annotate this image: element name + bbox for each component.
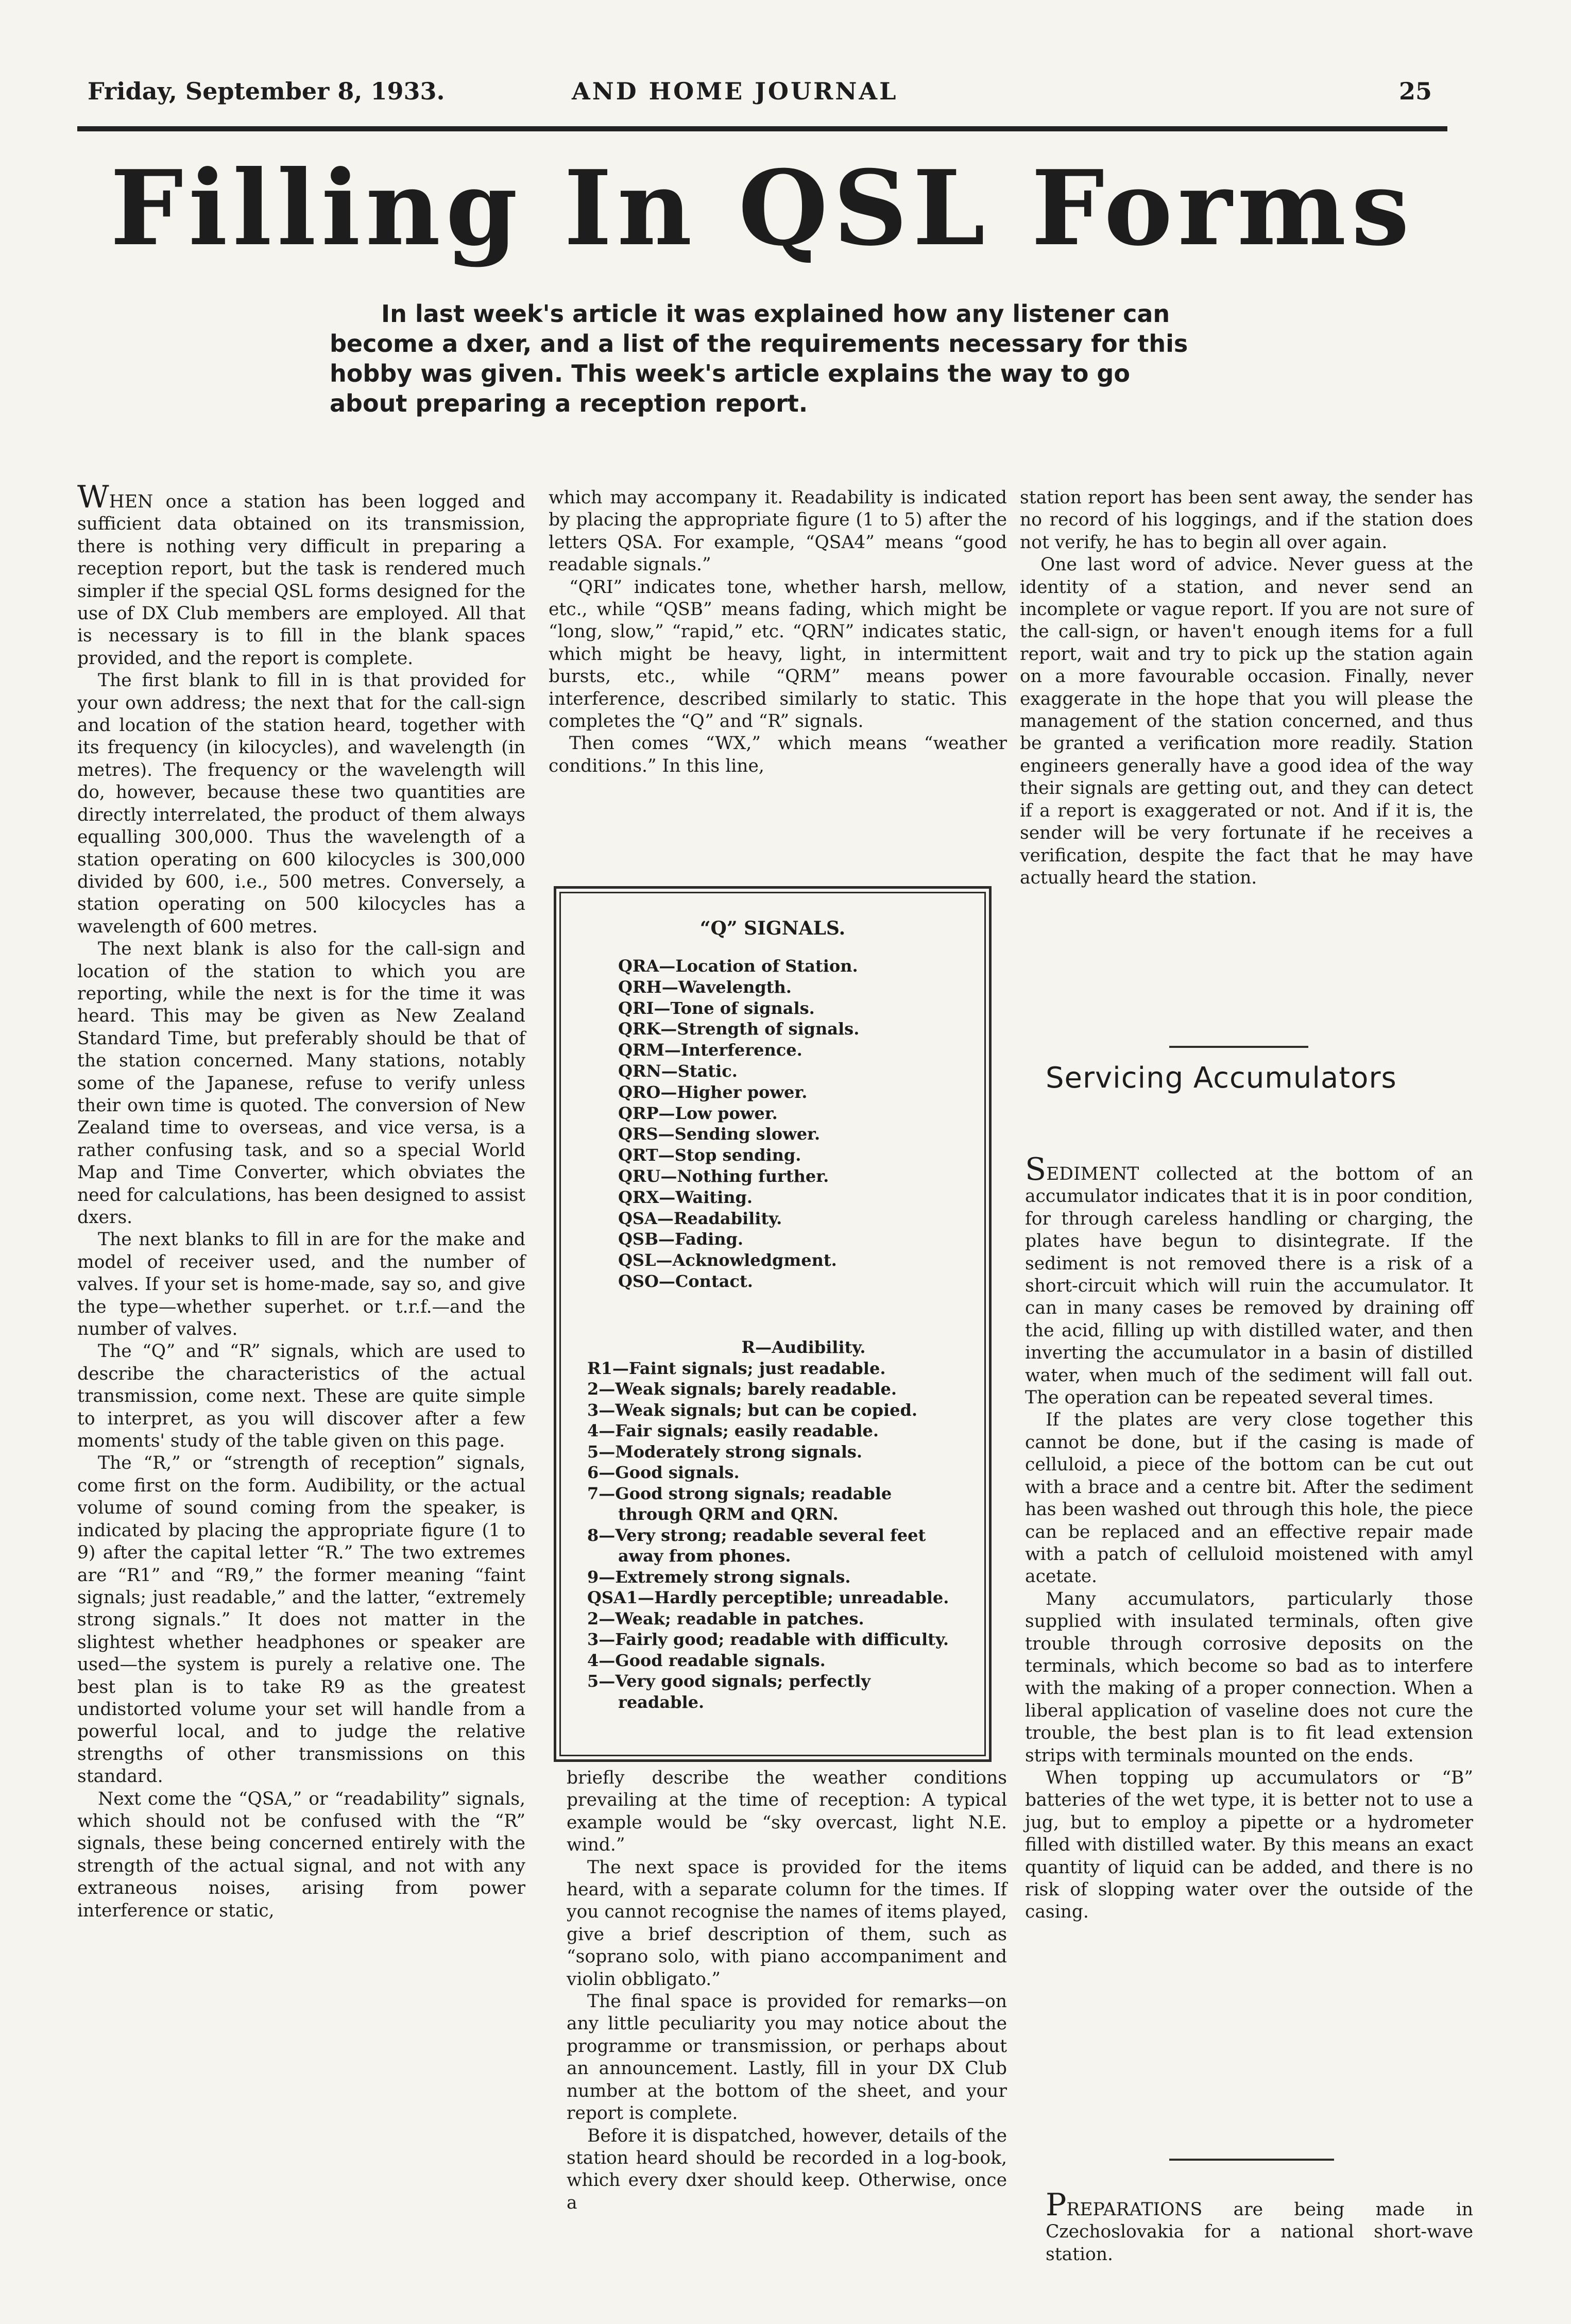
signal-entry: QRU—Nothing further.: [618, 1166, 829, 1186]
signal-entry: 5—Moderately strong signals.: [587, 1441, 863, 1462]
paragraph-text: “QRI” indicates tone, whether harsh, mellow, etc., while “QSB” means fading, which might be “long, slow,” “rapid,” etc. “QRN” indicates static, which might be heavy, light, in intermittent bursts, etc., while “QRM” means power interference, described similarly to static. This completes the “Q” and “R” signals.: [549, 576, 1007, 732]
article-title: Filling In QSL Forms: [110, 148, 1415, 269]
q-signals-list: [618, 956, 968, 1292]
page-number: 25: [1398, 77, 1432, 105]
signal-entry: QRH—Wavelength.: [618, 977, 792, 997]
article-column-2: [549, 487, 1007, 777]
signal-entry: QRK—Strength of signals.: [618, 1019, 860, 1039]
paragraph: [1025, 1767, 1473, 1924]
signal-entry: QRX—Waiting.: [618, 1187, 753, 1207]
paragraph-text: One last word of advice. Never guess at the identity of a station, and never send an incomplete or vague report. If you are not sure of the call-sign, or haven't enough items for a full report, wait and try to pick up the station again on a more favourable occasion. Finally, never exaggerate in the hope that you will please the management of the station concerned, and thus be granted a verification more readily. Station engineers generally have a good idea of the way their signals are getting out, and they can detect if a report is exaggerated or not. And if it is, the sender will be very fortunate if he receives a verification, despite the fact that he may have actually heard the station.: [1020, 554, 1473, 888]
paragraph: [77, 1788, 525, 1922]
paragraph: [1020, 487, 1473, 554]
page-header: [88, 72, 1432, 118]
signal-entry: 6—Good signals.: [587, 1463, 740, 1482]
paragraph: [567, 1991, 1007, 2125]
paragraph-text: Then comes “WX,” which means “weather conditions.” In this line,: [549, 733, 1007, 776]
issue-date: Friday, September 8, 1933.: [88, 77, 445, 105]
paragraph-text: which may accompany it. Readability is indicated by placing the appropriate figure (1 to 5) after the letters QSA. For example, “QSA4” means “good readable signals.”: [549, 487, 1007, 575]
journal-name: AND HOME JOURNAL: [572, 77, 898, 105]
signal-entry: 5—Very good signals; perfectly readable.: [587, 1671, 871, 1712]
signal-entry: 2—Weak; readable in patches.: [587, 1608, 864, 1629]
paragraph: [1025, 1151, 1473, 1409]
drop-cap: P: [1046, 2187, 1067, 2223]
signal-entry: 3—Weak signals; but can be copied.: [587, 1400, 917, 1420]
paragraph: [1025, 1409, 1473, 1588]
paragraph-text: The “R,” or “strength of reception” signals, come first on the form. Audibility, or the actual volume of sound coming from the speaker, is indicated by placing the appropriate figure (1 to 9) after the capital letter “R.” The two extremes are “R1” and “R9,” the former meaning “faint signals; just readable,” and the latter, “extremely strong signals.” It does not matter in the slightest whether headphones or speaker are used—the system is purely a relative one. The best plan is to take R9 as the greatest undistorted volume your set will handle from a powerful local, and to judge the relative strengths of other transmissions on this standard.: [77, 1453, 525, 1787]
accumulators-heading: Servicing Accumulators: [1046, 1061, 1397, 1095]
brief-text: REPARATIONS are being made in Czechoslovakia for a national short-wave station.: [1046, 2199, 1473, 2265]
signal-entry: QRA—Location of Station.: [618, 956, 858, 976]
paragraph-text: The first blank to fill in is that provided for your own address; the next that for the call-sign and location of the station heard, together with its frequency (in kilocycles), and wavelength (in metres). The frequency or the wavelength will do, however, because these two quantities are directly interrelated, the product of them always equalling 300,000. Thus the wavelength of a station operating on 600 kilocycles is 300,000 divided by 600, i.e., 500 metres. Conversely, a station operating on 500 kilocycles has a wavelength of 600 metres.: [77, 670, 525, 937]
paragraph-text: station report has been sent away, the sender has no record of his loggings, and if the station does not verify, he has to begin all over again.: [1020, 487, 1473, 553]
paragraph-text: The next space is provided for the items heard, with a separate column for the times. If you cannot recognise the names of items played, give a brief description of them, such as “soprano solo, with piano accompaniment and violin obbligato.”: [567, 1857, 1007, 1990]
paragraph: [77, 1341, 525, 1452]
paragraph: [549, 576, 1007, 733]
paragraph-text: The next blank is also for the call-sign and location of the station to which you are reporting, while the next is for the time it was heard. This may be given as New Zealand Standard Time, but preferably should be that of the station concerned. Many stations, notably some of the Japanese, refuse to verify unless their own time is quoted. The conversion of New Zealand time to overseas, and vice versa, is a rather confusing task, and so a special World Map and Time Converter, which obviates the need for calculations, has been designed to assist dxers.: [77, 939, 525, 1228]
paragraph-text: EDIMENT collected at the bottom of an accumulator indicates that it is in poor condition, for through careless handling or charging, the plates have begun to disintegrate. If the sediment is not removed there is a risk of a short-circuit which will ruin the accumulator. It can in many cases be removed by draining off the acid, filling up with distilled water, and then inverting the accumulator in a basin of distilled water, when much of the sediment will fall out. The operation can be repeated several times.: [1025, 1164, 1473, 1409]
q-signals-table: [554, 886, 992, 1762]
article-column-3: [1020, 487, 1473, 889]
paragraph-text: The next blanks to fill in are for the make and model of receiver used, and the number of valves. If your set is home-made, say so, and give the type—whether superhet. or t.r.f.—and the number of valves.: [77, 1229, 525, 1340]
article-intro: In last week's article it was explained how any listener can become a dxer, and a list of the requirements necessary for this hobby was given. This week's article explains the way to go about preparing a reception report.: [330, 300, 1188, 417]
section-divider-2: [1169, 2159, 1334, 2161]
paragraph: [77, 938, 525, 1229]
accumulators-article: [1025, 1151, 1473, 1924]
paragraph: [77, 1229, 525, 1341]
signal-entry: QRO—Higher power.: [618, 1082, 808, 1102]
paragraph-text: The final space is provided for remarks—on any little peculiarity you may notice about the programme or transmission, or perhaps about an announcement. Lastly, fill in your DX Club number at the bottom of the sheet, and your report is complete.: [567, 1991, 1007, 2124]
signal-entry: 4—Good readable signals.: [587, 1650, 826, 1670]
signal-entry: QSO—Contact.: [618, 1271, 753, 1291]
drop-cap: W: [77, 479, 109, 515]
signal-entry: 8—Very strong; readable several feet away from phones.: [587, 1525, 926, 1566]
q-signals-title: “Q” SIGNALS.: [699, 918, 846, 939]
paragraph: [567, 2125, 1007, 2215]
header-rule: [77, 126, 1447, 131]
paragraph-text: If the plates are very close together this cannot be done, but if the casing is made of celluloid, a piece of the bottom can be cut out with a brace and a centre bit. After the sediment has been washed out through this hole, the piece can be replaced and an effective repair made with a patch of celluloid moistened with amyl acetate.: [1025, 1410, 1473, 1587]
signal-entry: 3—Fairly good; readable with difficulty.: [587, 1630, 949, 1649]
signal-entry: QSL—Acknowledgment.: [618, 1250, 837, 1270]
signal-entry: R1—Faint signals; just readable.: [587, 1358, 886, 1378]
paragraph: [1020, 554, 1473, 889]
paragraph-text: Before it is dispatched, however, details of the station heard should be recorded in a log-book, which every dxer should keep. Otherwise, once a: [567, 2125, 1007, 2213]
paragraph-text: Next come the “QSA,” or “readability” signals, which should not be confused with the “R” signals, these being concerned entirely with the strength of the actual signal, and not with any extraneous noises, arising from power interference or static,: [77, 1788, 525, 1921]
signal-entry: QSB—Fading.: [618, 1229, 744, 1249]
signal-entry: QRI—Tone of signals.: [618, 998, 815, 1018]
signal-entry: 9—Extremely strong signals.: [587, 1567, 851, 1587]
r-signals-block: [587, 1337, 958, 1712]
signal-entry: QSA1—Hardly perceptible; unreadable.: [587, 1588, 949, 1607]
brief-paragraph: [1046, 2187, 1473, 2266]
paragraph: [1025, 1588, 1473, 1767]
paragraph: [77, 479, 525, 670]
paragraph-text: HEN once a station has been logged and sufficient data obtained on its transmission, there is nothing very difficult in preparing a reception report, but the task is rendered much simpler if the special QSL forms designed for the use of DX Club members are employed. All that is necessary is to fill in the blank spaces provided, and the report is complete.: [77, 491, 525, 669]
paragraph-text: briefly describe the weather conditions prevailing at the time of reception: A typical example would be “sky overcast, light N.E. wind.”: [567, 1768, 1007, 1856]
paragraph: [77, 1452, 525, 1788]
paragraph: [549, 733, 1007, 777]
signal-entry: QRM—Interference.: [618, 1040, 802, 1060]
signal-entry: QRN—Static.: [618, 1061, 738, 1081]
paragraph-text: When topping up accumulators or “B” batteries of the wet type, it is better not to use a jug, but to employ a pipette or a hydrometer filled with distilled water. By this means an exact quantity of liquid can be added, and there is no risk of slopping water over the outside of the casing.: [1025, 1767, 1473, 1923]
r-signals-heading: R—Audibility.: [741, 1337, 866, 1357]
signal-entry: 4—Fair signals; easily readable.: [587, 1421, 879, 1440]
paragraph-text: Many accumulators, particularly those supplied with insulated terminals, often give trouble through corrosive deposits on the terminals, which become so bad as to interfere with the making of a proper connection. When a liberal application of vaseline does not cure the trouble, the best plan is to fit lead extension strips with terminals mounted on the ends.: [1025, 1588, 1473, 1766]
r-signals-list: [587, 1358, 958, 1713]
article-column-2-continued: [567, 1767, 1007, 2214]
drop-cap: S: [1025, 1151, 1047, 1188]
paragraph: [549, 487, 1007, 576]
paragraph-text: The “Q” and “R” signals, which are used to describe the characteristics of the actual transmission, come next. These are quite simple to interpret, as you will discover after a few moments' study of the table given on this page.: [77, 1341, 525, 1452]
signal-entry: QRS—Sending slower.: [618, 1124, 821, 1144]
section-divider: [1169, 1046, 1308, 1048]
signal-entry: QRT—Stop sending.: [618, 1145, 801, 1165]
paragraph: [77, 670, 525, 938]
signal-entry: QSA—Readability.: [618, 1208, 782, 1228]
article-column-1: [77, 479, 525, 1922]
signal-entry: 7—Good strong signals; readable through QRM and QRN.: [587, 1483, 892, 1524]
paragraph: [567, 1857, 1007, 1991]
signal-entry: QRP—Low power.: [618, 1103, 778, 1123]
signal-entry: 2—Weak signals; barely readable.: [587, 1379, 897, 1399]
paragraph: [567, 1767, 1007, 1857]
brief-news-item: [1046, 2187, 1473, 2266]
